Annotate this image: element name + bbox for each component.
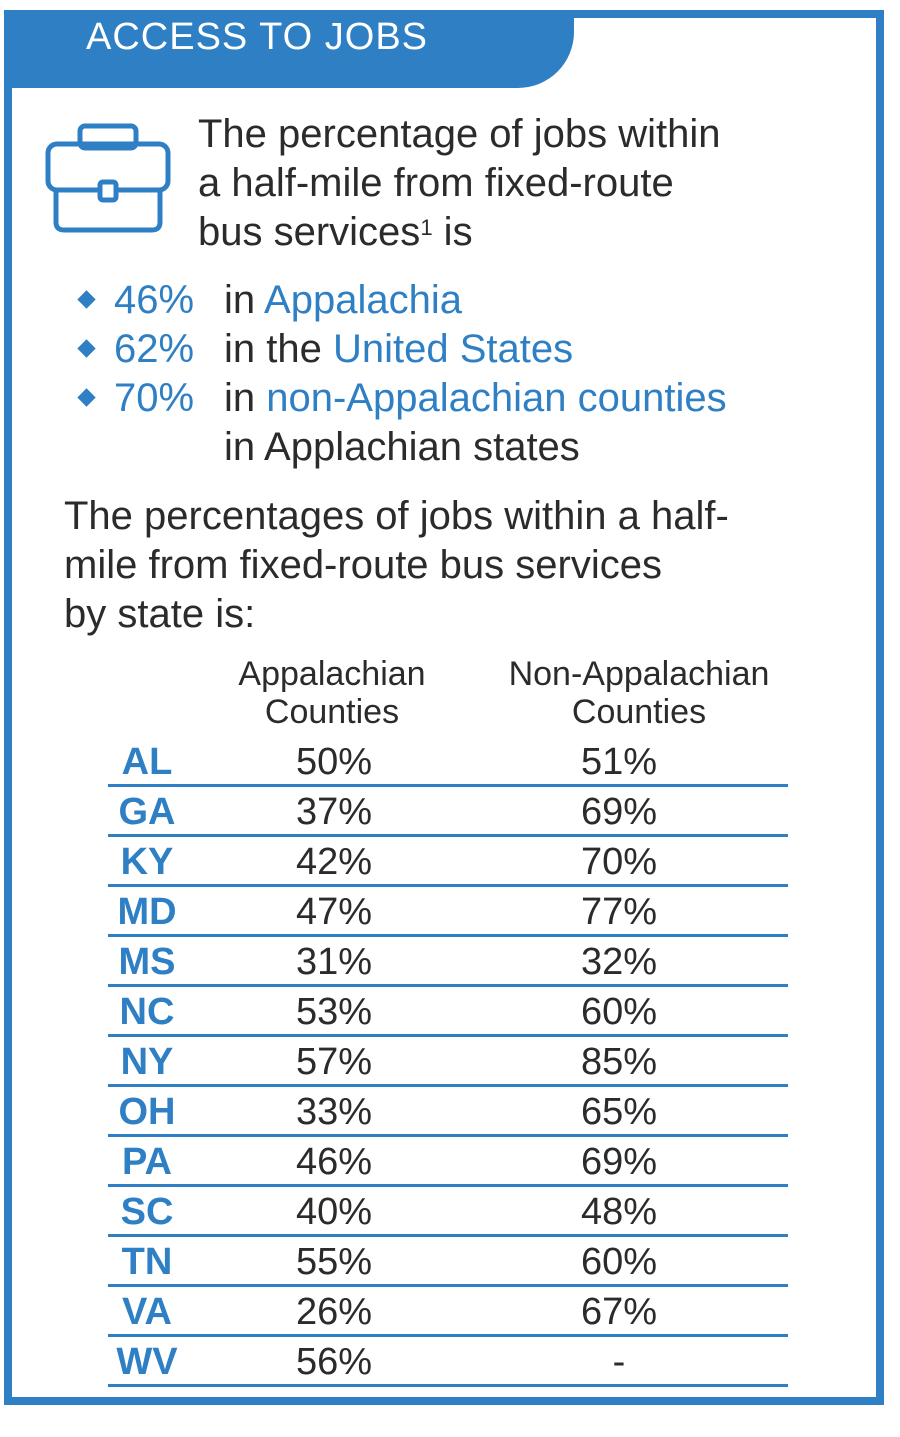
column-header-appalachian-line-2: Counties [264,693,400,731]
table-row [108,1237,788,1287]
state-code: AL [121,741,173,783]
stat-description [224,325,573,374]
stats-list [74,276,874,472]
state-code: TN [121,1241,173,1283]
appalachian-value: 42% [295,841,373,883]
state-code: MS [118,941,176,983]
intro-line-3-text: bus services [198,210,421,254]
non-appalachian-value: 60% [580,991,658,1033]
table-row [108,1287,788,1337]
table-row [108,987,788,1037]
table-row [108,937,788,987]
column-header-appalachian-line-1: Appalachian [238,655,426,693]
state-code: NY [120,1041,174,1083]
non-appalachian-value: 70% [580,841,658,883]
by-state-line-2: mile from fixed-route bus services [64,543,662,587]
appalachian-value: 56% [295,1341,373,1383]
state-code: GA [118,791,176,833]
intro-line-1: The percentage of jobs within [198,112,721,156]
table-row [108,1337,788,1387]
appalachian-value: 46% [295,1141,373,1183]
state-code: KY [120,841,174,883]
table-row [108,887,788,937]
table-row [108,1137,788,1187]
stat-appalachia [74,276,874,325]
diamond-bullet-icon [77,388,95,406]
state-code: VA [122,1291,172,1333]
intro-line-2: a half-mile from fixed-route [198,161,674,205]
non-appalachian-value: 67% [580,1291,658,1333]
appalachian-value: 31% [295,941,373,983]
state-code: PA [122,1141,172,1183]
intro-line-3 [198,208,858,257]
stat-prefix: in [224,376,267,420]
non-appalachian-value: 65% [580,1091,658,1133]
stat-prefix: in the [224,327,333,371]
non-appalachian-value: 60% [580,1241,658,1283]
appalachian-value: 53% [295,991,373,1033]
table-row [108,1087,788,1137]
column-header-appalachian [182,655,482,731]
stat-description [224,276,462,325]
appalachian-value: 40% [295,1191,373,1233]
column-header-non-appalachian [489,655,789,731]
intro-text [198,110,858,257]
table-row [108,837,788,887]
appalachian-value: 33% [295,1091,373,1133]
by-state-line-3: by state is: [64,592,256,636]
table-row [108,787,788,837]
stat-region: non-Appalachian counties [266,376,727,420]
appalachian-value: 50% [295,741,373,783]
table-row [108,1187,788,1237]
column-header-non-appalachian-line-1: Non-Appalachian [508,655,770,693]
appalachian-value: 37% [295,791,373,833]
state-code: MD [117,891,177,933]
stat-prefix: in [224,278,265,322]
stat-percent: 70% [114,376,195,420]
state-code: SC [120,1191,174,1233]
non-appalachian-value: 77% [580,891,658,933]
appalachian-value: 55% [295,1241,373,1283]
non-appalachian-value: 48% [580,1191,658,1233]
appalachian-value: 47% [295,891,373,933]
appalachian-value: 57% [295,1041,373,1083]
column-header-non-appalachian-line-2: Counties [571,693,707,731]
stat-region: United States [332,327,574,371]
non-appalachian-value: 32% [580,941,658,983]
non-appalachian-value: - [612,1341,626,1383]
stat-suffix: in Applachian states [224,425,580,469]
stat-region: Appalachia [264,278,462,322]
non-appalachian-value: 85% [580,1041,658,1083]
briefcase-icon [44,122,172,234]
appalachian-value: 26% [295,1291,373,1333]
diamond-bullet-icon [77,339,95,357]
state-code: OH [118,1091,176,1133]
by-state-line-1: The percentages of jobs within a half- [64,494,729,538]
state-code: NC [119,991,175,1033]
by-state-intro [64,492,864,639]
page-title: ACCESS TO JOBS [86,16,429,58]
intro-line-3-end: is [432,210,473,254]
non-appalachian-value: 51% [580,741,658,783]
stat-non-appalachian [74,374,874,472]
stat-united-states [74,325,874,374]
stat-percent: 46% [114,278,195,322]
stat-percent: 62% [114,327,195,371]
non-appalachian-value: 69% [580,1141,658,1183]
state-table [108,737,788,1387]
diamond-bullet-icon [77,290,95,308]
stat-description [224,374,727,423]
table-row [108,737,788,787]
footnote-marker: 1 [420,214,433,240]
non-appalachian-value: 69% [580,791,658,833]
state-code: WV [116,1341,178,1383]
table-row [108,1037,788,1087]
